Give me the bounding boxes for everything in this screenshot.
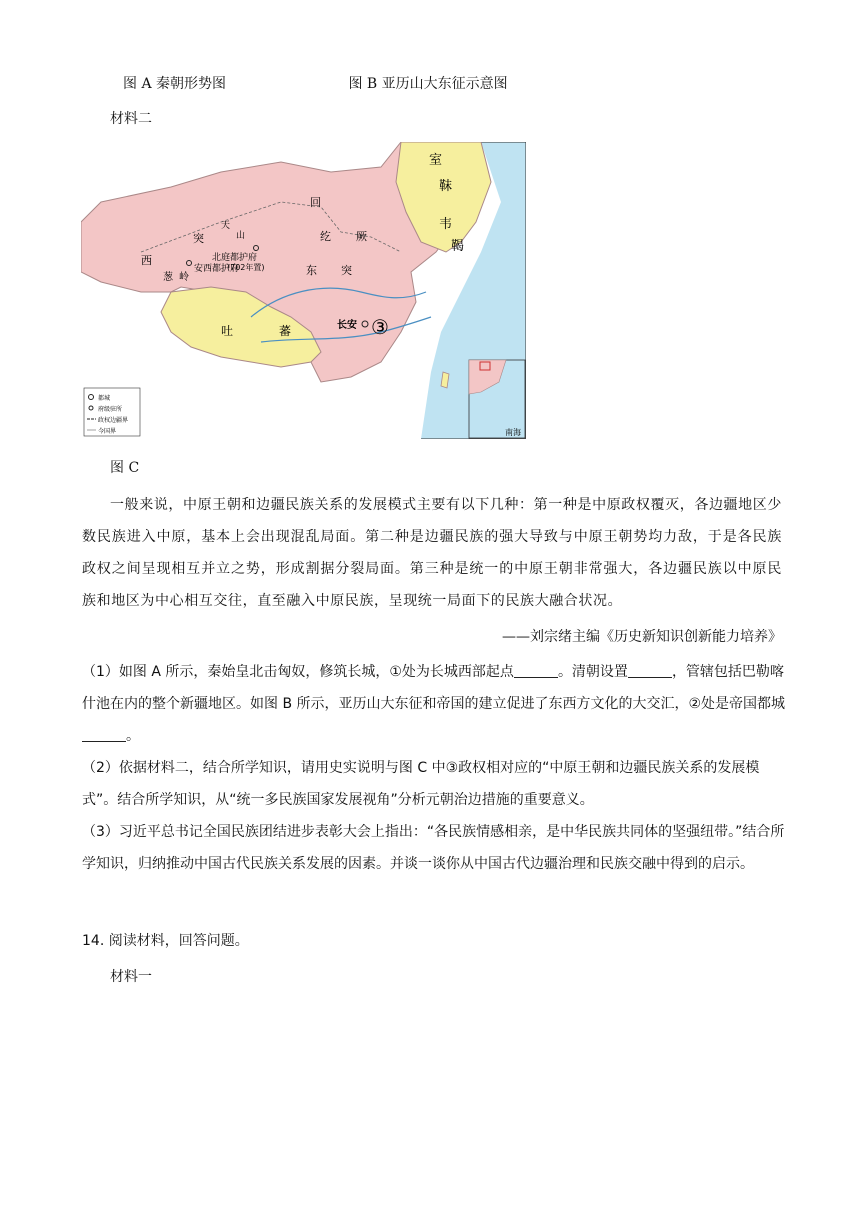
question-2: （2）依据材料二，结合所学知识，请用史实说明与图 C 中③政权相对应的“中原王朝和边疆民族关系的发展模式”。结合所学知识，从“统一多民族国家发展视角”分析元朝治边措施的重要意义。 bbox=[82, 760, 760, 808]
material-one-heading: 材料一 bbox=[110, 969, 152, 985]
map-label-beiting: 北庭都护府 bbox=[212, 253, 258, 263]
tang-map bbox=[81, 142, 526, 439]
material-paragraph: 一般来说，中原王朝和边疆民族关系的发展模式主要有以下几种：第一种是中原政权覆灭，各边疆地区少数民族进入中原，基本上会出现混乱局面。第二种是边疆民族的强大导致与中原王朝势均力敌，于是各民族政权之间呈现相互并立之势，形成割据分裂局面。第三种是统一的中原王朝非常强大，各边疆民族以中原民族和地区为中心相互交往，直至融入中原民族，呈现统一局面下的民族大融合状况。 bbox=[82, 497, 782, 609]
map-label-tianshan: 天 bbox=[221, 221, 231, 231]
answer-blank-1[interactable] bbox=[514, 663, 558, 678]
legend-office: 府级驻所 bbox=[98, 406, 123, 413]
map-label-tu2: 突 bbox=[341, 264, 352, 277]
figure-captions bbox=[123, 73, 508, 93]
map-label-shan: 山 bbox=[236, 231, 246, 241]
answer-blank-3[interactable] bbox=[82, 727, 126, 742]
material-source: ——刘宗绪主编《历史新知识创新能力培养》 bbox=[502, 629, 782, 645]
question-1-part-d: 。 bbox=[126, 728, 140, 744]
map-label-cong: 葱 bbox=[163, 272, 173, 283]
map-label-xi: 西 bbox=[141, 254, 152, 267]
map-label-wei1: 鞨 bbox=[451, 239, 465, 254]
map-label-shi: 室 bbox=[429, 153, 443, 168]
map-label-tubo2: 蕃 bbox=[279, 324, 292, 338]
material-two-heading: 材料二 bbox=[110, 111, 152, 127]
map-label-mo: 靺 bbox=[439, 179, 453, 194]
map-label-wei2: 韦 bbox=[439, 217, 453, 232]
caption-fig-b: 图 B 亚历山大东征示意图 bbox=[348, 76, 508, 92]
question-1-part-a: （1）如图 A 所示，秦始皇北击匈奴，修筑长城，①处为长城西部起点 bbox=[82, 664, 514, 680]
legend-capital: 都城 bbox=[98, 395, 111, 402]
map-label-he: 纥 bbox=[320, 230, 331, 243]
question-1 bbox=[82, 656, 786, 752]
map-label-changan: 长安 bbox=[337, 320, 357, 331]
map-label-year: (702年置) bbox=[227, 263, 265, 272]
caption-fig-a: 图 A 秦朝形势图 bbox=[123, 76, 227, 92]
question-1-part-b: 。清朝设置 bbox=[557, 664, 628, 680]
map-label-dong: 东 bbox=[306, 264, 317, 277]
question-14-heading: 14. 阅读材料，回答问题。 bbox=[82, 933, 249, 949]
map-label-jue: 厥 bbox=[356, 230, 367, 243]
legend-modern: 今国界 bbox=[98, 428, 117, 435]
map-label-tu: 突 bbox=[193, 232, 204, 245]
map-label-anxi: 安西都护府 bbox=[194, 264, 240, 274]
map-label-circle3: ③ bbox=[371, 315, 389, 339]
map-label-ling: 岭 bbox=[179, 272, 189, 283]
map-label-hui: 回 bbox=[310, 196, 321, 209]
legend-border: 政权边疆界 bbox=[98, 417, 129, 424]
map-label-nanhai: 南海 bbox=[505, 428, 521, 437]
question-3: （3）习近平总书记全国民族团结进步表彰大会上指出：“各民族情感相亲，是中华民族共同体的坚强纽带。”结合所学知识，归纳推动中国古代民族关系发展的因素。并谈一谈你从中国古代边疆治理和民族交融中得到的启示。 bbox=[82, 824, 785, 872]
caption-fig-c: 图 C bbox=[110, 460, 140, 476]
answer-blank-2[interactable] bbox=[628, 663, 672, 678]
map-label-tubo1: 吐 bbox=[221, 324, 234, 338]
question-1-part-c: ，管辖包括巴勒喀什池在内的整个新疆地区。如图 B 所示，亚历山大东征和帝国的建立促进了东西方文化的大交汇，②处是帝国都城 bbox=[82, 664, 786, 712]
